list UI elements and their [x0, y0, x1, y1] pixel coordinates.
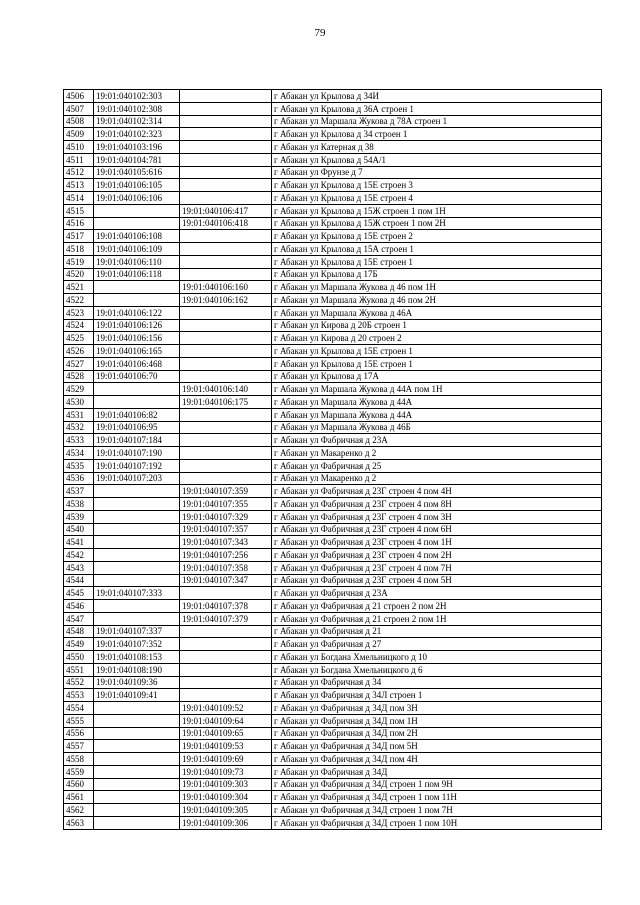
building-cadastral-cell: [94, 294, 180, 307]
table-row: [64, 740, 602, 753]
address-cell: г Абакан ул Богдана Хмельницкого д 10: [272, 651, 602, 664]
building-cadastral-cell: [94, 778, 180, 791]
address-cell: г Абакан ул Крылова д 36А строен 1: [272, 102, 602, 115]
address-cell: г Абакан ул Фабричная д 23Г строен 4 пом 8Н: [272, 498, 602, 511]
table-row: [64, 319, 602, 332]
building-cadastral-cell: [94, 804, 180, 817]
address-cell: г Абакан ул Маршала Жукова д 46 пом 2Н: [272, 294, 602, 307]
table-row: [64, 434, 602, 447]
table-row: [64, 498, 602, 511]
row-number-cell: 4525: [64, 332, 94, 345]
table-row: [64, 230, 602, 243]
building-cadastral-cell: [94, 765, 180, 778]
premises-cadastral-cell: 19:01:040106:162: [180, 294, 272, 307]
building-cadastral-cell: [94, 549, 180, 562]
row-number-cell: 4559: [64, 765, 94, 778]
row-number-cell: 4543: [64, 561, 94, 574]
table-row: [64, 676, 602, 689]
premises-cadastral-cell: 19:01:040106:160: [180, 281, 272, 294]
table-row: [64, 727, 602, 740]
page-number: 79: [314, 27, 326, 39]
table-row: [64, 791, 602, 804]
address-cell: г Абакан ул Фабричная д 21 строен 2 пом 1Н: [272, 612, 602, 625]
row-number-cell: 4513: [64, 179, 94, 192]
address-cell: г Абакан ул Фабричная д 34Д пом 4Н: [272, 753, 602, 766]
row-number-cell: 4548: [64, 625, 94, 638]
building-cadastral-cell: 19:01:040107:352: [94, 638, 180, 651]
row-number-cell: 4516: [64, 217, 94, 230]
building-cadastral-cell: 19:01:040106:126: [94, 319, 180, 332]
table-row: [64, 663, 602, 676]
table-row: [64, 306, 602, 319]
table-row: [64, 638, 602, 651]
row-number-cell: 4520: [64, 268, 94, 281]
row-number-cell: 4558: [64, 753, 94, 766]
premises-cadastral-cell: 19:01:040107:355: [180, 498, 272, 511]
address-cell: г Абакан ул Фабричная д 34Д строен 1 пом 11Н: [272, 791, 602, 804]
building-cadastral-cell: [94, 523, 180, 536]
premises-cadastral-cell: [180, 255, 272, 268]
table-row: [64, 370, 602, 383]
premises-cadastral-cell: 19:01:040107:358: [180, 561, 272, 574]
premises-cadastral-cell: [180, 447, 272, 460]
table-row: [64, 243, 602, 256]
premises-cadastral-cell: [180, 408, 272, 421]
building-cadastral-cell: [94, 485, 180, 498]
premises-cadastral-cell: 19:01:040109:64: [180, 714, 272, 727]
address-cell: г Абакан ул Крылова д 15Ж строен 1 пом 2Н: [272, 217, 602, 230]
table-row: [64, 141, 602, 154]
row-number-cell: 4560: [64, 778, 94, 791]
building-cadastral-cell: 19:01:040107:203: [94, 472, 180, 485]
premises-cadastral-cell: [180, 676, 272, 689]
row-number-cell: 4556: [64, 727, 94, 740]
address-cell: г Абакан ул Фабричная д 23Г строен 4 пом 1Н: [272, 536, 602, 549]
row-number-cell: 4541: [64, 536, 94, 549]
building-cadastral-cell: 19:01:040107:333: [94, 587, 180, 600]
premises-cadastral-cell: [180, 166, 272, 179]
address-cell: г Абакан ул Крылова д 15Е строен 1: [272, 255, 602, 268]
row-number-cell: 4511: [64, 153, 94, 166]
address-cell: г Абакан ул Фабричная д 21: [272, 625, 602, 638]
address-cell: г Абакан ул Крылова д 17А: [272, 370, 602, 383]
premises-cadastral-cell: 19:01:040106:417: [180, 204, 272, 217]
row-number-cell: 4514: [64, 192, 94, 205]
table-row: [64, 281, 602, 294]
registry-table: [63, 89, 602, 830]
row-number-cell: 4506: [64, 90, 94, 103]
table-row: [64, 600, 602, 613]
table-row: [64, 204, 602, 217]
building-cadastral-cell: 19:01:040106:122: [94, 306, 180, 319]
table-row: [64, 90, 602, 103]
row-number-cell: 4531: [64, 408, 94, 421]
row-number-cell: 4542: [64, 549, 94, 562]
row-number-cell: 4534: [64, 447, 94, 460]
building-cadastral-cell: 19:01:040106:95: [94, 421, 180, 434]
table-row: [64, 217, 602, 230]
address-cell: г Абакан ул Фабричная д 23Г строен 4 пом 7Н: [272, 561, 602, 574]
building-cadastral-cell: [94, 561, 180, 574]
table-row: [64, 765, 602, 778]
building-cadastral-cell: [94, 612, 180, 625]
table-row: [64, 268, 602, 281]
table-row: [64, 778, 602, 791]
premises-cadastral-cell: [180, 689, 272, 702]
premises-cadastral-cell: [180, 268, 272, 281]
premises-cadastral-cell: [180, 230, 272, 243]
table-row: [64, 804, 602, 817]
table-row: [64, 255, 602, 268]
row-number-cell: 4529: [64, 383, 94, 396]
premises-cadastral-cell: 19:01:040107:256: [180, 549, 272, 562]
address-cell: г Абакан ул Маршала Жукова д 78А строен 1: [272, 115, 602, 128]
building-cadastral-cell: 19:01:040106:118: [94, 268, 180, 281]
row-number-cell: 4518: [64, 243, 94, 256]
table-row: [64, 510, 602, 523]
premises-cadastral-cell: [180, 319, 272, 332]
row-number-cell: 4507: [64, 102, 94, 115]
row-number-cell: 4550: [64, 651, 94, 664]
premises-cadastral-cell: [180, 421, 272, 434]
premises-cadastral-cell: [180, 651, 272, 664]
building-cadastral-cell: 19:01:040109:41: [94, 689, 180, 702]
premises-cadastral-cell: [180, 663, 272, 676]
building-cadastral-cell: 19:01:040106:105: [94, 179, 180, 192]
row-number-cell: 4508: [64, 115, 94, 128]
premises-cadastral-cell: [180, 587, 272, 600]
address-cell: г Абакан ул Фабричная д 23А: [272, 434, 602, 447]
premises-cadastral-cell: 19:01:040109:52: [180, 702, 272, 715]
address-cell: г Абакан ул Крылова д 17Б: [272, 268, 602, 281]
building-cadastral-cell: 19:01:040108:190: [94, 663, 180, 676]
address-cell: г Абакан ул Фабричная д 34Д: [272, 765, 602, 778]
address-cell: г Абакан ул Крылова д 15Е строен 1: [272, 357, 602, 370]
building-cadastral-cell: 19:01:040107:184: [94, 434, 180, 447]
premises-cadastral-cell: [180, 115, 272, 128]
building-cadastral-cell: 19:01:040107:192: [94, 459, 180, 472]
premises-cadastral-cell: 19:01:040106:418: [180, 217, 272, 230]
building-cadastral-cell: [94, 498, 180, 511]
premises-cadastral-cell: 19:01:040109:306: [180, 816, 272, 829]
building-cadastral-cell: 19:01:040108:153: [94, 651, 180, 664]
premises-cadastral-cell: [180, 243, 272, 256]
row-number-cell: 4549: [64, 638, 94, 651]
building-cadastral-cell: 19:01:040106:109: [94, 243, 180, 256]
row-number-cell: 4512: [64, 166, 94, 179]
premises-cadastral-cell: [180, 434, 272, 447]
premises-cadastral-cell: [180, 192, 272, 205]
address-cell: г Абакан ул Фабричная д 34Д строен 1 пом 7Н: [272, 804, 602, 817]
premises-cadastral-cell: [180, 345, 272, 358]
premises-cadastral-cell: [180, 153, 272, 166]
address-cell: г Абакан ул Фабричная д 34Д строен 1 пом 10Н: [272, 816, 602, 829]
premises-cadastral-cell: [180, 179, 272, 192]
building-cadastral-cell: [94, 791, 180, 804]
address-cell: г Абакан ул Макаренко д 2: [272, 472, 602, 485]
address-cell: г Абакан ул Маршала Жукова д 44А: [272, 408, 602, 421]
table-row: [64, 447, 602, 460]
building-cadastral-cell: [94, 510, 180, 523]
row-number-cell: 4509: [64, 128, 94, 141]
address-cell: г Абакан ул Крылова д 34 строен 1: [272, 128, 602, 141]
premises-cadastral-cell: 19:01:040107:329: [180, 510, 272, 523]
row-number-cell: 4521: [64, 281, 94, 294]
building-cadastral-cell: [94, 383, 180, 396]
address-cell: г Абакан ул Фабричная д 23Г строен 4 пом 3Н: [272, 510, 602, 523]
building-cadastral-cell: 19:01:040106:110: [94, 255, 180, 268]
table-row: [64, 651, 602, 664]
address-cell: г Абакан ул Крылова д 15А строен 1: [272, 243, 602, 256]
table-row: [64, 357, 602, 370]
premises-cadastral-cell: 19:01:040109:53: [180, 740, 272, 753]
premises-cadastral-cell: 19:01:040109:303: [180, 778, 272, 791]
building-cadastral-cell: [94, 536, 180, 549]
row-number-cell: 4519: [64, 255, 94, 268]
address-cell: г Абакан ул Фабричная д 23Г строен 4 пом 4Н: [272, 485, 602, 498]
address-cell: г Абакан ул Крылова д 15Е строен 1: [272, 345, 602, 358]
premises-cadastral-cell: 19:01:040109:65: [180, 727, 272, 740]
row-number-cell: 4523: [64, 306, 94, 319]
row-number-cell: 4555: [64, 714, 94, 727]
premises-cadastral-cell: [180, 102, 272, 115]
row-number-cell: 4552: [64, 676, 94, 689]
building-cadastral-cell: 19:01:040102:314: [94, 115, 180, 128]
table-row: [64, 408, 602, 421]
row-number-cell: 4526: [64, 345, 94, 358]
address-cell: г Абакан ул Фрунзе д 7: [272, 166, 602, 179]
premises-cadastral-cell: 19:01:040107:359: [180, 485, 272, 498]
premises-cadastral-cell: 19:01:040109:73: [180, 765, 272, 778]
building-cadastral-cell: [94, 217, 180, 230]
address-cell: г Абакан ул Маршала Жукова д 44А пом 1Н: [272, 383, 602, 396]
table-row: [64, 153, 602, 166]
row-number-cell: 4527: [64, 357, 94, 370]
table-row: [64, 702, 602, 715]
row-number-cell: 4557: [64, 740, 94, 753]
address-cell: г Абакан ул Богдана Хмельницкого д 6: [272, 663, 602, 676]
table-row: [64, 549, 602, 562]
premises-cadastral-cell: [180, 332, 272, 345]
building-cadastral-cell: [94, 600, 180, 613]
premises-cadastral-cell: [180, 128, 272, 141]
address-cell: г Абакан ул Фабричная д 25: [272, 459, 602, 472]
premises-cadastral-cell: [180, 370, 272, 383]
table-row: [64, 472, 602, 485]
address-cell: г Абакан ул Макаренко д 2: [272, 447, 602, 460]
table-row: [64, 689, 602, 702]
address-cell: г Абакан ул Маршала Жукова д 46А: [272, 306, 602, 319]
building-cadastral-cell: [94, 574, 180, 587]
table-row: [64, 816, 602, 829]
building-cadastral-cell: 19:01:040106:468: [94, 357, 180, 370]
building-cadastral-cell: [94, 740, 180, 753]
table-row: [64, 561, 602, 574]
row-number-cell: 4538: [64, 498, 94, 511]
address-cell: г Абакан ул Фабричная д 23Г строен 4 пом 5Н: [272, 574, 602, 587]
address-cell: г Абакан ул Фабричная д 27: [272, 638, 602, 651]
building-cadastral-cell: 19:01:040102:323: [94, 128, 180, 141]
address-cell: г Абакан ул Фабричная д 34Д строен 1 пом 9Н: [272, 778, 602, 791]
premises-cadastral-cell: 19:01:040109:305: [180, 804, 272, 817]
row-number-cell: 4563: [64, 816, 94, 829]
building-cadastral-cell: [94, 396, 180, 409]
building-cadastral-cell: 19:01:040106:106: [94, 192, 180, 205]
row-number-cell: 4539: [64, 510, 94, 523]
row-number-cell: 4551: [64, 663, 94, 676]
premises-cadastral-cell: 19:01:040109:304: [180, 791, 272, 804]
building-cadastral-cell: [94, 816, 180, 829]
row-number-cell: 4532: [64, 421, 94, 434]
address-cell: г Абакан ул Крылова д 15Е строен 3: [272, 179, 602, 192]
row-number-cell: 4537: [64, 485, 94, 498]
row-number-cell: 4517: [64, 230, 94, 243]
building-cadastral-cell: [94, 714, 180, 727]
address-cell: г Абакан ул Маршала Жукова д 44А: [272, 396, 602, 409]
row-number-cell: 4524: [64, 319, 94, 332]
address-cell: г Абакан ул Крылова д 15Е строен 4: [272, 192, 602, 205]
table-row: [64, 485, 602, 498]
address-cell: г Абакан ул Фабричная д 34Д пом 5Н: [272, 740, 602, 753]
row-number-cell: 4533: [64, 434, 94, 447]
table-row: [64, 396, 602, 409]
table-row: [64, 332, 602, 345]
table-row: [64, 587, 602, 600]
row-number-cell: 4562: [64, 804, 94, 817]
address-cell: г Абакан ул Фабричная д 34: [272, 676, 602, 689]
premises-cadastral-cell: 19:01:040107:343: [180, 536, 272, 549]
table-row: [64, 459, 602, 472]
address-cell: г Абакан ул Крылова д 15Е строен 2: [272, 230, 602, 243]
building-cadastral-cell: [94, 727, 180, 740]
row-number-cell: 4530: [64, 396, 94, 409]
table-row: [64, 383, 602, 396]
table-row: [64, 166, 602, 179]
table-row: [64, 345, 602, 358]
row-number-cell: 4561: [64, 791, 94, 804]
building-cadastral-cell: 19:01:040104:781: [94, 153, 180, 166]
row-number-cell: 4544: [64, 574, 94, 587]
address-cell: г Абакан ул Крылова д 34И: [272, 90, 602, 103]
row-number-cell: 4535: [64, 459, 94, 472]
address-cell: г Абакан ул Катерная д 38: [272, 141, 602, 154]
premises-cadastral-cell: 19:01:040107:379: [180, 612, 272, 625]
table-row: [64, 179, 602, 192]
row-number-cell: 4522: [64, 294, 94, 307]
table-row: [64, 192, 602, 205]
table-row: [64, 612, 602, 625]
table-row: [64, 625, 602, 638]
premises-cadastral-cell: [180, 459, 272, 472]
table-row: [64, 536, 602, 549]
row-number-cell: 4554: [64, 702, 94, 715]
table-row: [64, 128, 602, 141]
address-cell: г Абакан ул Фабричная д 23Г строен 4 пом 6Н: [272, 523, 602, 536]
building-cadastral-cell: 19:01:040106:156: [94, 332, 180, 345]
table-row: [64, 421, 602, 434]
building-cadastral-cell: [94, 281, 180, 294]
table-row: [64, 714, 602, 727]
row-number-cell: 4546: [64, 600, 94, 613]
premises-cadastral-cell: [180, 357, 272, 370]
row-number-cell: 4540: [64, 523, 94, 536]
row-number-cell: 4528: [64, 370, 94, 383]
building-cadastral-cell: 19:01:040103:196: [94, 141, 180, 154]
building-cadastral-cell: 19:01:040109:36: [94, 676, 180, 689]
premises-cadastral-cell: [180, 90, 272, 103]
table-row: [64, 753, 602, 766]
row-number-cell: 4553: [64, 689, 94, 702]
address-cell: г Абакан ул Фабричная д 34Д пом 2Н: [272, 727, 602, 740]
address-cell: г Абакан ул Фабричная д 34Д пом 1Н: [272, 714, 602, 727]
building-cadastral-cell: 19:01:040102:308: [94, 102, 180, 115]
table-row: [64, 115, 602, 128]
registry-table-body: [64, 90, 602, 830]
premises-cadastral-cell: 19:01:040106:175: [180, 396, 272, 409]
premises-cadastral-cell: 19:01:040107:347: [180, 574, 272, 587]
premises-cadastral-cell: 19:01:040109:69: [180, 753, 272, 766]
address-cell: г Абакан ул Фабричная д 21 строен 2 пом 2Н: [272, 600, 602, 613]
premises-cadastral-cell: [180, 638, 272, 651]
premises-cadastral-cell: 19:01:040106:140: [180, 383, 272, 396]
address-cell: г Абакан ул Фабричная д 34Л строен 1: [272, 689, 602, 702]
table-row: [64, 574, 602, 587]
address-cell: г Абакан ул Маршала Жукова д 46Б: [272, 421, 602, 434]
premises-cadastral-cell: [180, 306, 272, 319]
premises-cadastral-cell: [180, 141, 272, 154]
address-cell: г Абакан ул Фабричная д 23Г строен 4 пом 2Н: [272, 549, 602, 562]
row-number-cell: 4547: [64, 612, 94, 625]
building-cadastral-cell: 19:01:040106:108: [94, 230, 180, 243]
table-row: [64, 294, 602, 307]
address-cell: г Абакан ул Фабричная д 34Д пом 3Н: [272, 702, 602, 715]
premises-cadastral-cell: [180, 472, 272, 485]
premises-cadastral-cell: 19:01:040107:357: [180, 523, 272, 536]
row-number-cell: 4515: [64, 204, 94, 217]
address-cell: г Абакан ул Крылова д 15Ж строен 1 пом 1Н: [272, 204, 602, 217]
building-cadastral-cell: 19:01:040107:337: [94, 625, 180, 638]
row-number-cell: 4545: [64, 587, 94, 600]
address-cell: г Абакан ул Кирова д 20 строен 2: [272, 332, 602, 345]
row-number-cell: 4536: [64, 472, 94, 485]
address-cell: г Абакан ул Фабричная д 23А: [272, 587, 602, 600]
address-cell: г Абакан ул Маршала Жукова д 46 пом 1Н: [272, 281, 602, 294]
building-cadastral-cell: 19:01:040106:82: [94, 408, 180, 421]
address-cell: г Абакан ул Крылова д 54А/1: [272, 153, 602, 166]
building-cadastral-cell: 19:01:040102:303: [94, 90, 180, 103]
premises-cadastral-cell: [180, 625, 272, 638]
building-cadastral-cell: 19:01:040106:70: [94, 370, 180, 383]
building-cadastral-cell: 19:01:040106:165: [94, 345, 180, 358]
table-row: [64, 523, 602, 536]
address-cell: г Абакан ул Кирова д 20Б строен 1: [272, 319, 602, 332]
building-cadastral-cell: [94, 204, 180, 217]
premises-cadastral-cell: 19:01:040107:378: [180, 600, 272, 613]
table-row: [64, 102, 602, 115]
building-cadastral-cell: 19:01:040107:190: [94, 447, 180, 460]
building-cadastral-cell: [94, 753, 180, 766]
row-number-cell: 4510: [64, 141, 94, 154]
building-cadastral-cell: 19:01:040105:616: [94, 166, 180, 179]
building-cadastral-cell: [94, 702, 180, 715]
